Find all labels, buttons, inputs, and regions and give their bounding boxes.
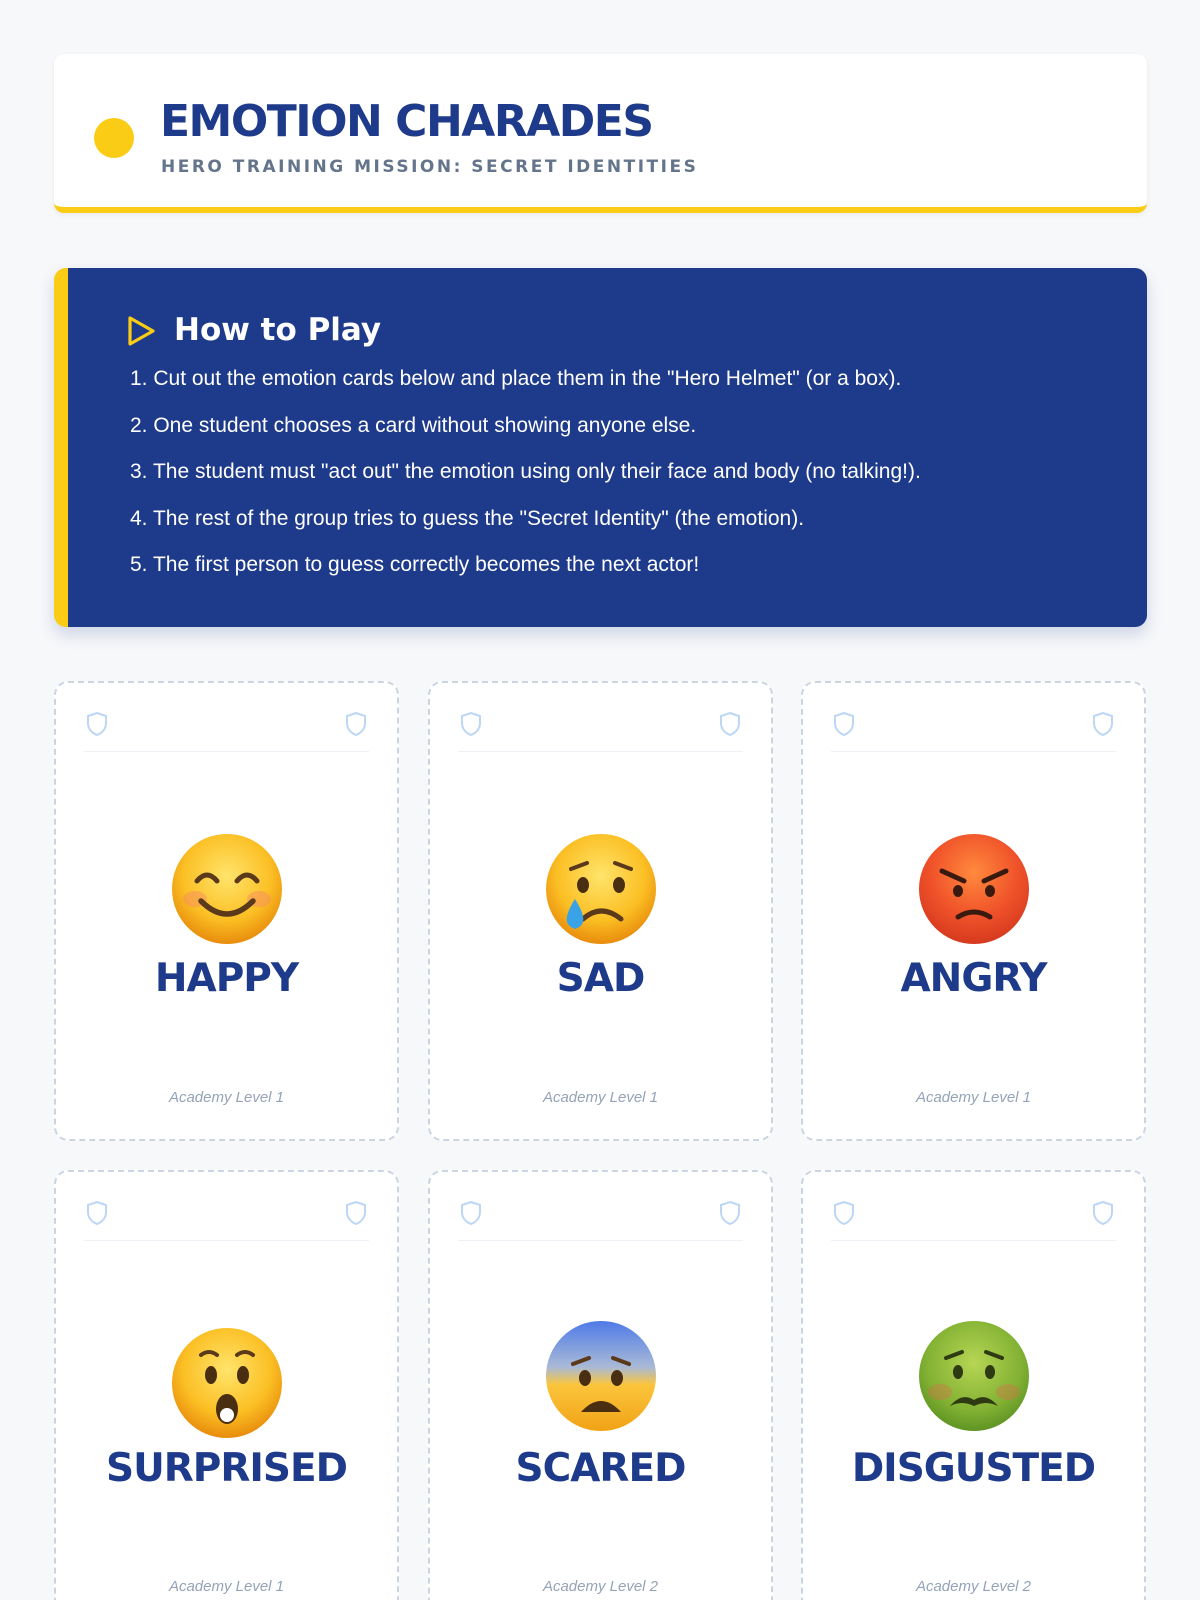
- smiling-face-icon: [171, 833, 283, 945]
- fearful-face-icon: [545, 1320, 657, 1432]
- academy-level: Academy Level 1: [542, 1089, 659, 1106]
- shield-icon: [460, 1200, 482, 1226]
- academy-level: Academy Level 1: [168, 1578, 285, 1595]
- nauseated-face-icon: [918, 1320, 1030, 1432]
- instruction-step: 2. One student chooses a card without showing anyone else.: [130, 413, 697, 437]
- academy-level: Academy Level 2: [915, 1578, 1032, 1595]
- academy-level: Academy Level 1: [168, 1089, 285, 1106]
- shield-icon: [1092, 1200, 1114, 1226]
- emotion-name: DISGUSTED: [851, 1446, 1096, 1491]
- how-to-play-title: How to Play: [174, 312, 382, 348]
- emotion-card-scared[interactable]: [428, 1170, 773, 1600]
- card-divider: [458, 751, 743, 752]
- shield-icon: [86, 711, 108, 737]
- crying-face-icon: [545, 833, 657, 945]
- angry-face-icon: [918, 833, 1030, 945]
- instruction-step: 3. The student must "act out" the emotion using only their face and body (no talking!).: [130, 460, 921, 483]
- emotion-card-surprised[interactable]: [54, 1170, 399, 1600]
- page-title: EMOTION CHARADES: [160, 96, 653, 147]
- card-divider: [84, 1240, 369, 1241]
- emotion-name: SAD: [556, 956, 645, 1001]
- instruction-step: 1. Cut out the emotion cards below and place them in the "Hero Helmet" (or a box).: [130, 367, 902, 390]
- card-divider: [831, 751, 1116, 752]
- academy-level: Academy Level 2: [542, 1578, 659, 1595]
- shield-icon: [86, 1200, 108, 1226]
- card-divider: [831, 1240, 1116, 1241]
- header-dot-icon: [94, 118, 134, 158]
- instruction-step: 5. The first person to guess correctly becomes the next actor!: [130, 553, 700, 576]
- emotion-card-angry[interactable]: [801, 681, 1146, 1141]
- shield-icon: [719, 1200, 741, 1226]
- shield-icon: [460, 711, 482, 737]
- emotion-name: SURPRISED: [105, 1446, 347, 1491]
- shield-icon: [719, 711, 741, 737]
- surprised-face-icon: [171, 1327, 283, 1439]
- shield-icon: [345, 711, 367, 737]
- how-to-play-panel: [54, 268, 1147, 627]
- emotion-name: SCARED: [515, 1446, 686, 1491]
- instruction-step: 4. The rest of the group tries to guess the "Secret Identity" (the emotion).: [130, 506, 805, 530]
- emotion-card-sad[interactable]: [428, 681, 773, 1141]
- emotion-name: ANGRY: [900, 956, 1047, 1001]
- page-header: [54, 54, 1147, 213]
- emotion-card-disgusted[interactable]: [801, 1170, 1146, 1600]
- shield-icon: [833, 711, 855, 737]
- page-subtitle: HERO TRAINING MISSION: SECRET IDENTITIES: [161, 157, 699, 177]
- shield-icon: [1092, 711, 1114, 737]
- shield-icon: [833, 1200, 855, 1226]
- play-icon: [124, 314, 158, 348]
- card-divider: [458, 1240, 743, 1241]
- instruction-list: [130, 368, 921, 601]
- card-divider: [84, 751, 369, 752]
- emotion-card-happy[interactable]: [54, 681, 399, 1141]
- emotion-name: HAPPY: [154, 956, 299, 1001]
- academy-level: Academy Level 1: [915, 1089, 1032, 1106]
- shield-icon: [345, 1200, 367, 1226]
